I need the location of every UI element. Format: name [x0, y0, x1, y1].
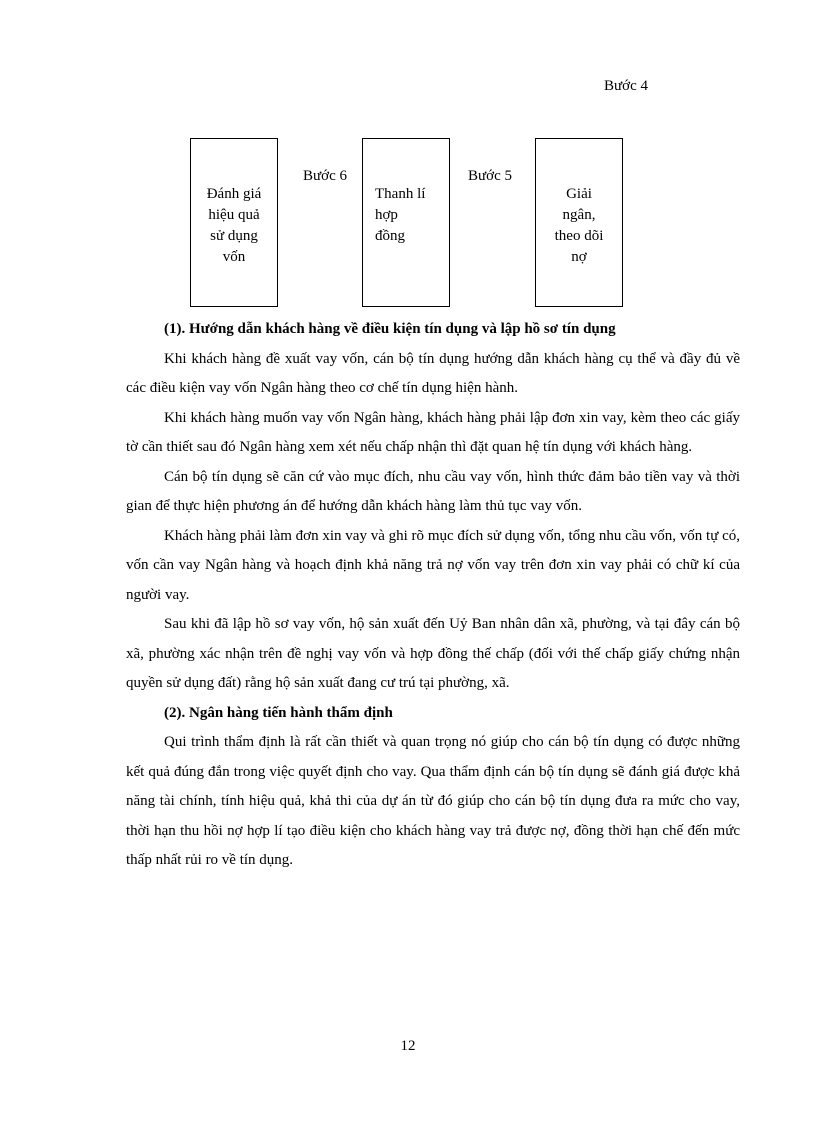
- document-body: [126, 315, 740, 876]
- section-1-paragraph: Khi khách hàng đề xuất vay vốn, cán bộ tín dụng hướng dẫn khách hàng cụ thể và đầy đủ về các điều kiện vay vốn Ngân hàng theo cơ chế tín dụng hiện hành.: [126, 350, 740, 396]
- step-5-label: Bước 5: [468, 168, 512, 184]
- section-1-paragraph: Cán bộ tín dụng sẽ căn cứ vào mục đích, nhu cầu vay vốn, hình thức đảm bảo tiền vay và thời gian để thực hiện phương án để hướng dẫn khách hàng làm thủ tục vay vốn.: [126, 468, 740, 514]
- step-6-label: Bước 6: [303, 168, 347, 184]
- page-number: 12: [400, 1038, 416, 1054]
- step-4-label: Bước 4: [604, 78, 648, 94]
- box-evaluate-efficiency: [190, 138, 278, 307]
- box-liquidate-contract-text: Thanh lí hợp đồng: [375, 186, 426, 244]
- box-liquidate-contract: [362, 138, 450, 307]
- section-1-paragraph: Khách hàng phải làm đơn xin vay và ghi rõ mục đích sử dụng vốn, tổng nhu cầu vốn, vốn tự có, vốn cần vay Ngân hàng và hoạch định khả năng trả nợ vốn vay trên đơn xin vay phải có chữ kí của người vay.: [126, 527, 740, 603]
- section-1-paragraph: Sau khi đã lập hồ sơ vay vốn, hộ sản xuất đến Uỷ Ban nhân dân xã, phường, và tại đây cán bộ xã, phường xác nhận trên đề nghị vay vốn và hợp đồng thế chấp (đối với thế chấp giấy chứng nhận quyền sử dụng đất) rằng hộ sản xuất đang cư trú tại phường, xã.: [126, 616, 740, 691]
- section-1-heading: (1). Hướng dẫn khách hàng về điều kiện tín dụng và lập hồ sơ tín dụng: [164, 321, 616, 337]
- box-disburse-monitor: [535, 138, 623, 307]
- box-evaluate-efficiency-text: Đánh giá hiệu quả sử dụng vốn: [206, 186, 262, 265]
- section-2-heading: (2). Ngân hàng tiến hành thẩm định: [164, 704, 393, 721]
- section-2-paragraph: Qui trình thẩm định là rất cần thiết và quan trọng nó giúp cho cán bộ tín dụng có được những kết quả đúng đắn trong việc quyết định cho vay. Qua thẩm định cán bộ tín dụng sẽ đánh giá được khả năng tài chính, tính hiệu quả, khả thi của dự án từ đó giúp cho cán bộ tín dụng đưa ra mức cho vay, thời hạn thu hồi nợ hợp lí tạo điều kiện cho khách hàng vay trả được nợ, đồng thời hạn chế đến mức thấp nhất rủi ro về tín dụng.: [126, 734, 740, 868]
- section-1-paragraph: Khi khách hàng muốn vay vốn Ngân hàng, khách hàng phải lập đơn xin vay, kèm theo các giấy tờ cần thiết sau đó Ngân hàng xem xét nếu chấp nhận thì đặt quan hệ tín dụng với khách hàng.: [126, 409, 740, 455]
- box-disburse-monitor-text: Giải ngân, theo dõi nợ: [554, 186, 604, 265]
